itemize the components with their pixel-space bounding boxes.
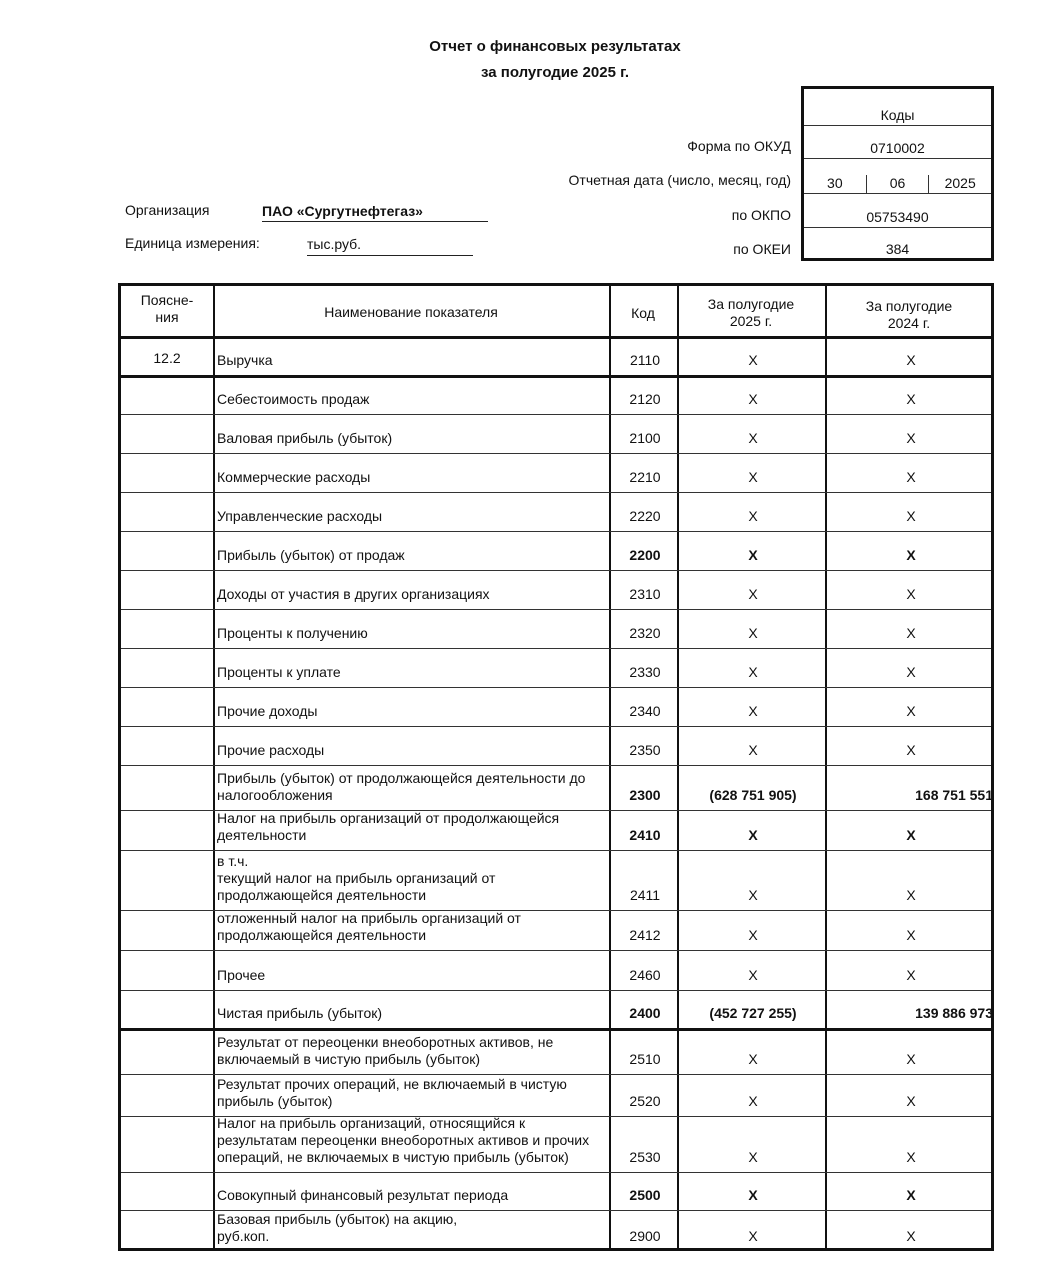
- row-name: Проценты к получению: [217, 625, 368, 641]
- row-divider: [121, 850, 991, 851]
- row-code: 2120: [629, 391, 661, 407]
- row-value-2024: X: [906, 430, 916, 446]
- unit-label: Единица измерения:: [125, 235, 260, 251]
- row-code: 2310: [629, 586, 661, 602]
- row-value-2024: X: [906, 887, 916, 903]
- org-name-text: ПАО «Сургутнефтегаз»: [262, 203, 423, 219]
- row-code: 2460: [629, 967, 661, 983]
- codes-header-text: Коды: [880, 107, 915, 123]
- row-name: Прочее: [217, 967, 266, 983]
- header-name: Наименование показателя: [324, 304, 498, 320]
- okei-cell: [804, 228, 991, 259]
- row-divider: [121, 453, 991, 454]
- row-name: Валовая прибыль (убыток): [217, 430, 393, 446]
- row-divider: [121, 726, 991, 727]
- okei-label: по ОКЕИ: [733, 241, 791, 257]
- row-divider: [121, 765, 991, 766]
- row-code: 2520: [629, 1093, 661, 1109]
- okpo-value: 05753490: [866, 209, 929, 225]
- org-label: Организация: [125, 202, 210, 218]
- row-value-2025: (452 727 255): [709, 1005, 797, 1021]
- row-name: Совокупный финансовый результат периода: [217, 1187, 509, 1203]
- codes-header: [804, 89, 991, 126]
- row-name: Прочие доходы: [217, 703, 318, 719]
- row-code: 2320: [629, 625, 661, 641]
- row-value-2024: 139 886 973: [915, 1005, 993, 1021]
- row-value-2025: X: [748, 827, 758, 843]
- row-value-2025: X: [748, 1149, 758, 1165]
- row-code: 2330: [629, 664, 661, 680]
- date-day: 30: [804, 175, 867, 193]
- row-value-2024: X: [906, 664, 916, 680]
- row-value-2025: X: [748, 887, 758, 903]
- row-value-2025: X: [748, 430, 758, 446]
- row-value-2025: X: [748, 547, 758, 563]
- okud-label: Форма по ОКУД: [687, 138, 791, 154]
- row-divider: [121, 609, 991, 610]
- row-value-2025: X: [748, 625, 758, 641]
- row-value-2024: X: [906, 827, 916, 843]
- row-value-2025: X: [748, 1228, 758, 1244]
- date-cells: [804, 159, 991, 194]
- row-divider: [121, 910, 991, 911]
- row-code: 2412: [629, 927, 661, 943]
- row-code: 2530: [629, 1149, 661, 1165]
- row-value-2025: X: [748, 586, 758, 602]
- row-code: 2210: [629, 469, 661, 485]
- row-name: в т.ч. текущий налог на прибыль организаций от продолжающейся деятельности: [217, 853, 496, 903]
- row-divider: [121, 1028, 991, 1031]
- row-divider: [121, 1210, 991, 1211]
- row-code: 2300: [629, 787, 661, 803]
- row-value-2025: X: [748, 967, 758, 983]
- unit-value-text: тыс.руб.: [307, 236, 362, 252]
- row-value-2025: X: [748, 1187, 758, 1203]
- row-name: Чистая прибыль (убыток): [217, 1005, 383, 1021]
- row-code: 2110: [629, 352, 661, 368]
- row-divider: [121, 687, 991, 688]
- row-code: 2500: [629, 1187, 661, 1203]
- row-divider: [121, 531, 991, 532]
- row-name: Результат от переоценки внеоборотных активов, не включаемый в чистую прибыль (убыток): [217, 1034, 554, 1067]
- header-divider: [121, 336, 991, 339]
- date-year: 2025: [944, 175, 976, 191]
- row-value-2024: X: [906, 586, 916, 602]
- okud-value: 0710002: [870, 140, 925, 156]
- row-value-2024: X: [906, 1051, 916, 1067]
- row-name: Прибыль (убыток) от продолжающейся деятельности до налогообложения: [217, 770, 586, 803]
- row-value-2025: X: [748, 391, 758, 407]
- okei-value: 384: [885, 241, 910, 257]
- row-value-2025: X: [748, 742, 758, 758]
- row-name: Себестоимость продаж: [217, 391, 370, 407]
- row-value-2025: X: [748, 469, 758, 485]
- unit-value: [307, 236, 473, 256]
- row-name: Коммерческие расходы: [217, 469, 371, 485]
- row-value-2025: X: [748, 664, 758, 680]
- row-value-2025: X: [748, 508, 758, 524]
- row-name: Базовая прибыль (убыток) на акцию, руб.коп.: [217, 1211, 458, 1244]
- row-name: Доходы от участия в других организациях: [217, 586, 490, 602]
- row-divider: [121, 648, 991, 649]
- row-divider: [121, 375, 991, 378]
- row-code: 2411: [629, 887, 661, 903]
- row-value-2024: X: [906, 508, 916, 524]
- row-name: Проценты к уплате: [217, 664, 341, 680]
- okpo-label: по ОКПО: [731, 207, 791, 223]
- financial-results-table: [118, 283, 994, 1251]
- row-divider: [121, 1172, 991, 1173]
- row-value-2025: X: [748, 1093, 758, 1109]
- org-name: [262, 203, 488, 222]
- row-code: 2400: [629, 1005, 661, 1021]
- row-name: Налог на прибыль организаций от продолжающейся деятельности: [217, 810, 560, 843]
- row-value-2025: X: [748, 352, 758, 368]
- row-code: 2220: [629, 508, 661, 524]
- row-value-2025: (628 751 905): [709, 787, 797, 803]
- row-value-2024: X: [906, 625, 916, 641]
- row-code: 2340: [629, 703, 661, 719]
- row-divider: [121, 492, 991, 493]
- okud-cell: [804, 126, 991, 159]
- row-name: Налог на прибыль организаций, относящийся к результатам переоценки внеоборотных активов и прочих операций, не включаемых в чистую прибыль (убыток): [217, 1115, 590, 1165]
- row-name: отложенный налог на прибыль организаций от продолжающейся деятельности: [217, 910, 521, 943]
- row-name: Управленческие расходы: [217, 508, 383, 524]
- row-value-2024: X: [906, 469, 916, 485]
- row-value-2024: X: [906, 352, 916, 368]
- header-note: Поясне- ния: [140, 292, 194, 325]
- row-code: 2100: [629, 430, 661, 446]
- row-value-2024: X: [906, 1187, 916, 1203]
- report-title: Отчет о финансовых результатах: [429, 38, 681, 55]
- row-value-2024: X: [906, 742, 916, 758]
- row-divider: [121, 1074, 991, 1075]
- codes-box: [801, 86, 994, 261]
- row-code: 2900: [629, 1228, 661, 1244]
- row-value-2024: X: [906, 1149, 916, 1165]
- okpo-cell: [804, 194, 991, 228]
- row-value-2024: X: [906, 927, 916, 943]
- row-value-2025: X: [748, 1051, 758, 1067]
- report-period: за полугодие 2025 г.: [480, 64, 629, 81]
- row-divider: [121, 810, 991, 811]
- row-value-2024: X: [906, 1093, 916, 1109]
- row-divider: [121, 990, 991, 991]
- row-value-2025: X: [748, 703, 758, 719]
- header-code: Код: [631, 305, 655, 321]
- row-note: 12.2: [153, 350, 181, 366]
- row-code: 2410: [629, 827, 661, 843]
- row-name: Выручка: [217, 352, 273, 368]
- row-code: 2510: [629, 1051, 661, 1067]
- header-2024: За полугодие 2024 г.: [865, 298, 953, 331]
- row-value-2024: 168 751 551: [915, 787, 993, 803]
- row-value-2024: X: [906, 547, 916, 563]
- header-2025: За полугодие 2025 г.: [707, 296, 795, 329]
- date-label: Отчетная дата (число, месяц, год): [568, 172, 791, 188]
- row-value-2025: X: [748, 927, 758, 943]
- row-name: Прочие расходы: [217, 742, 325, 758]
- row-name: Результат прочих операций, не включаемый в чистую прибыль (убыток): [217, 1076, 567, 1109]
- row-value-2024: X: [906, 967, 916, 983]
- row-code: 2200: [629, 547, 661, 563]
- row-value-2024: X: [906, 391, 916, 407]
- row-divider: [121, 1116, 991, 1117]
- row-code: 2350: [629, 742, 661, 758]
- row-value-2024: X: [906, 703, 916, 719]
- row-divider: [121, 950, 991, 951]
- row-divider: [121, 570, 991, 571]
- row-value-2024: X: [906, 1228, 916, 1244]
- row-divider: [121, 414, 991, 415]
- date-month: 06: [867, 175, 930, 193]
- row-name: Прибыль (убыток) от продаж: [217, 547, 405, 563]
